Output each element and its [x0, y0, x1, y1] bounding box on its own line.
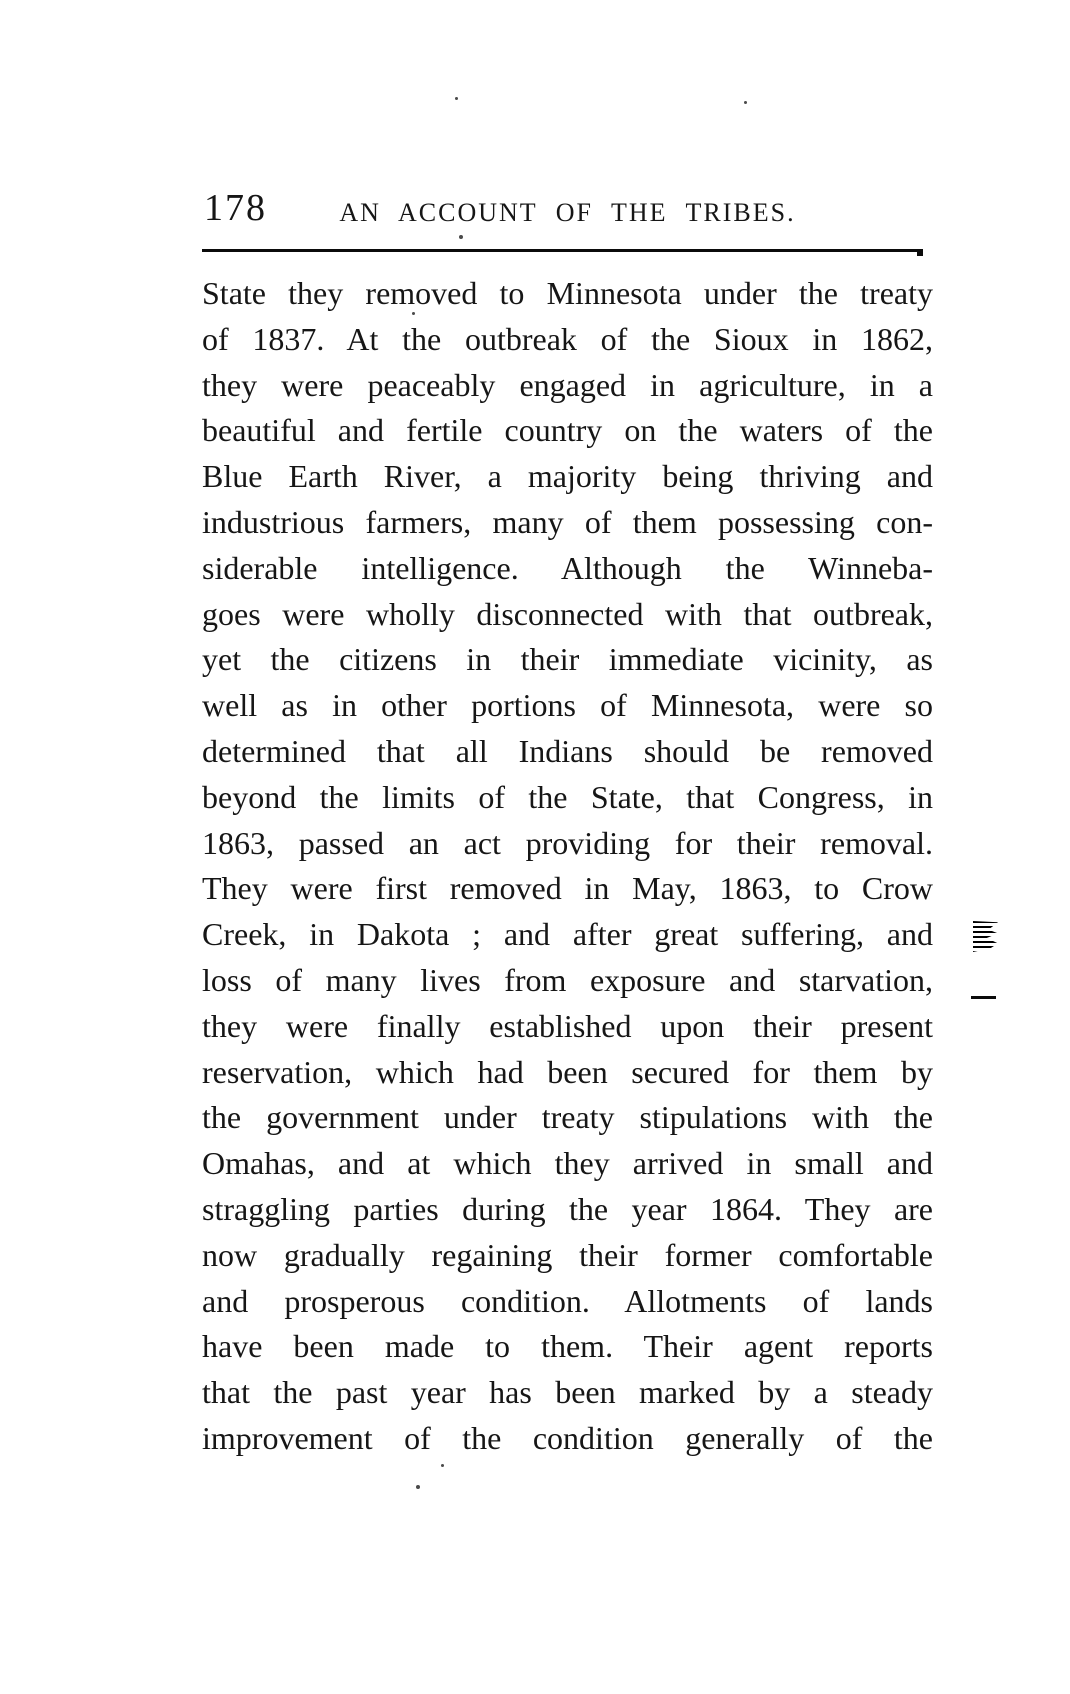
scan-speck — [441, 1464, 444, 1467]
header-rule-end-tick — [917, 249, 923, 256]
header-rule — [202, 249, 923, 252]
text-line: improvement of the condition generally of the — [202, 1419, 933, 1456]
text-line: and prosperous condition. Allotments of lands — [202, 1282, 933, 1319]
text-line: yet the citizens in their immediate vicinity, as — [202, 641, 933, 678]
text-line: loss of many lives from exposure and starvation, — [202, 961, 933, 998]
text-line: goes were wholly disconnected with that outbreak, — [202, 595, 933, 632]
text-line: now gradually regaining their former comfortable — [202, 1236, 933, 1273]
text-line: they were peaceably engaged in agriculture, in a — [202, 366, 933, 403]
scan-speck — [459, 235, 463, 239]
text-line: straggling parties during the year 1864. They are — [202, 1190, 933, 1227]
text-line: Blue Earth River, a majority being thriving and — [202, 458, 933, 495]
text-line: beyond the limits of the State, that Congress, in — [202, 778, 933, 815]
text-line: they were finally established upon their present — [202, 1007, 933, 1044]
scan-speck — [455, 97, 458, 100]
text-line: of 1837. At the outbreak of the Sioux in 1862, — [202, 320, 933, 357]
text-line: industrious farmers, many of them possessing con- — [202, 503, 933, 540]
text-line: 1863, passed an act providing for their removal. — [202, 824, 933, 861]
scan-speck — [744, 101, 747, 104]
text-line: Creek, in Dakota ; and after great suffering, and — [202, 916, 933, 953]
text-line: Omahas, and at which they arrived in small and — [202, 1145, 933, 1182]
scan-speck — [416, 1485, 420, 1489]
text-line: reservation, which had been secured for them by — [202, 1053, 933, 1090]
text-line: State they removed to Minnesota under the treaty — [202, 275, 933, 311]
scan-speck — [412, 312, 415, 315]
body-text — [202, 271, 933, 1462]
margin-dash-mark — [971, 996, 996, 999]
text-line: well as in other portions of Minnesota, were so — [202, 687, 933, 724]
text-line: siderable intelligence. Although the Winneba- — [202, 549, 933, 586]
text-line: have been made to them. Their agent reports — [202, 1328, 933, 1365]
page-number: 178 — [204, 187, 267, 229]
running-header: AN ACCOUNT OF THE TRIBES. — [339, 198, 796, 227]
text-line: beautiful and fertile country on the waters of the — [202, 412, 933, 449]
text-line: that the past year has been marked by a steady — [202, 1374, 933, 1411]
text-line: determined that all Indians should be removed — [202, 732, 933, 769]
margin-smudge-mark — [973, 921, 998, 952]
text-line: They were first removed in May, 1863, to Crow — [202, 870, 933, 907]
text-line: the government under treaty stipulations with the — [202, 1099, 933, 1136]
